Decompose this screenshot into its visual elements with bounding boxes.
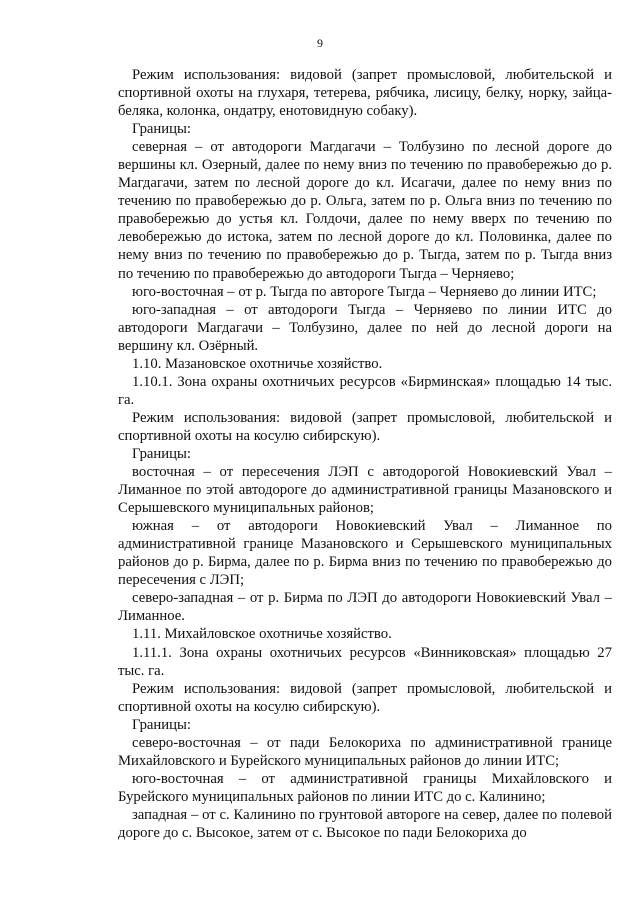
paragraph: 1.10.1. Зона охраны охотничьих ресурсов «Бирминская» площадью 14 тыс. га. <box>118 373 612 408</box>
paragraph: Режим использования: видовой (запрет промысловой, любительской и спортивной охоты на глухаря, тетерева, рябчика, лисицу, белку, норку, зайца-беляка, колонка, ондатру, енотовидную собаку). <box>118 67 612 120</box>
paragraph: 1.11.1. Зона охраны охотничьих ресурсов «Винниковская» площадью 27 тыс. га. <box>118 644 612 679</box>
body-text <box>118 66 612 842</box>
paragraph: северо-восточная – от пади Белокориха по административной границе Михайловского и Бурейского муниципальных районов до линии ИТС; <box>118 734 612 769</box>
paragraph: северо-западная – от р. Бирма по ЛЭП до автодороги Новокиевский Увал – Лиманное. <box>118 590 612 625</box>
paragraph: Границы: <box>132 716 191 733</box>
paragraph: Режим использования: видовой (запрет промысловой, любительской и спортивной охоты на косулю сибирскую). <box>118 409 612 444</box>
paragraph: юго-западная – от автодороги Тыгда – Черняево по линии ИТС до автодороги Магдагачи – Толбузино, далее по ней до лесной дороги на вершину кл. Озёрный. <box>118 301 612 354</box>
paragraph: южная – от автодороги Новокиевский Увал – Лиманное по административной границе Мазановского и Серышевского муниципальных районов до р. Бирма, далее по р. Бирма вниз по течению по правобережью до пересечения с ЛЭП; <box>118 518 612 589</box>
paragraph: западная – от с. Калинино по грунтовой автороге на север, далее по полевой дороге до с. Высокое, затем от с. Высокое по пади Белокориха до <box>118 806 612 841</box>
paragraph: Границы: <box>132 445 191 462</box>
paragraph: северная – от автодороги Магдагачи – Толбузино по лесной дороге до вершины кл. Озерный, далее по нему вниз по течению по правобережью до р. Магдагачи, затем по лесной дороге до кл. Исагачи, далее по нему вниз по течению по правобережью до р. Ольга, затем по р. Ольга вниз по течению по правобережью до устья кл. Голдочи, далее по нему вверх по течению по левобережью до истока, затем по лесной дороге до кл. Половинка, далее по нему вниз по течению по правобережью до р. Тыгда, затем по р. Тыгда вниз по течению по правобережью до автодороги Тыгда – Черняево; <box>118 139 612 282</box>
paragraph: 1.10. Мазановское охотничье хозяйство. <box>132 355 383 372</box>
paragraph: восточная – от пересечения ЛЭП с автодорогой Новокиевский Увал – Лиманное по этой автодороге до административной границы Мазановского и Серышевского муниципальных районов; <box>118 464 612 517</box>
paragraph: 1.11. Михайловское охотничье хозяйство. <box>132 626 392 643</box>
paragraph: юго-восточная – от р. Тыгда по автороге Тыгда – Черняево до линии ИТС; <box>132 283 597 300</box>
paragraph: юго-восточная – от административной границы Михайловского и Бурейского муниципальных районов по линии ИТС до с. Калинино; <box>118 770 612 805</box>
paragraph: Границы: <box>132 121 191 138</box>
paragraph: Режим использования: видовой (запрет промысловой, любительской и спортивной охоты на косулю сибирскую). <box>118 680 612 715</box>
page-number: 9 <box>317 36 323 50</box>
